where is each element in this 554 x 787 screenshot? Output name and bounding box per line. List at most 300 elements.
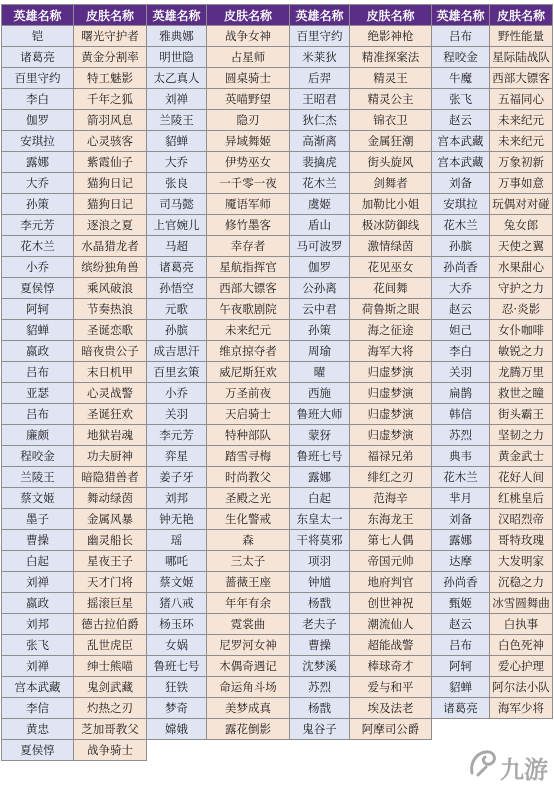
hero-name-cell: 李元芳 xyxy=(2,215,74,236)
skin-name-cell: 英喵野望 xyxy=(207,89,290,110)
skin-name-cell: 摇滚巨星 xyxy=(74,593,147,614)
skin-name-cell: 剑舞者 xyxy=(350,173,432,194)
skin-name-cell: 红桃皇后 xyxy=(490,488,553,509)
hero-skin-table xyxy=(1,4,553,761)
table-row xyxy=(2,698,553,719)
skin-name-cell: 猫狗日记 xyxy=(74,194,147,215)
skin-name-cell: 时尚教父 xyxy=(207,467,290,488)
skin-name-cell: 暗隐猎兽者 xyxy=(74,467,147,488)
table-row xyxy=(2,194,553,215)
hero-name-cell: 韩信 xyxy=(432,404,490,425)
hero-name-cell: 百里守约 xyxy=(2,68,74,89)
header-hero-name: 英雄名称 xyxy=(290,5,350,26)
hero-name-cell: 姜子牙 xyxy=(147,467,207,488)
skin-name-cell: 花间舞 xyxy=(350,278,432,299)
skin-name-cell: 花见巫女 xyxy=(350,257,432,278)
skin-name-cell: 功夫厨神 xyxy=(74,446,147,467)
table-row xyxy=(2,26,553,47)
skin-name-cell: 冰雪圆舞曲 xyxy=(490,593,553,614)
hero-name-cell: 赵云 xyxy=(432,110,490,131)
hero-name-cell: 刘禅 xyxy=(2,656,74,677)
skin-name-cell: 森 xyxy=(207,530,290,551)
jiuyou-logo-icon xyxy=(466,747,500,779)
hero-name-cell: 扁鹊 xyxy=(432,383,490,404)
skin-name-cell: 地狱岩魂 xyxy=(74,425,147,446)
hero-name-cell: 关羽 xyxy=(147,404,207,425)
skin-name-cell: 天才门将 xyxy=(74,572,147,593)
header-skin-name: 皮肤名称 xyxy=(207,5,290,26)
hero-name-cell: 廉颇 xyxy=(2,425,74,446)
skin-name-cell: 埃及法老 xyxy=(350,698,432,719)
table-row xyxy=(2,131,553,152)
skin-name-cell: 沉稳之力 xyxy=(490,572,553,593)
skin-name-cell: 海军大将 xyxy=(350,341,432,362)
hero-name-cell: 孙尚香 xyxy=(432,257,490,278)
hero-name-cell: 牛魔 xyxy=(432,68,490,89)
hero-name-cell: 大乔 xyxy=(147,152,207,173)
skin-name-cell: 心灵战警 xyxy=(74,383,147,404)
table-row xyxy=(2,467,553,488)
hero-name-cell: 马超 xyxy=(147,236,207,257)
hero-name-cell: 上官婉儿 xyxy=(147,215,207,236)
hero-name-cell: 大乔 xyxy=(432,278,490,299)
skin-name-cell: 白执事 xyxy=(490,614,553,635)
table-row xyxy=(2,341,553,362)
hero-name-cell: 曹操 xyxy=(2,530,74,551)
hero-name-cell: 元歌 xyxy=(147,299,207,320)
hero-name-cell: 沈梦溪 xyxy=(290,656,350,677)
hero-name-cell: 杨戬 xyxy=(290,698,350,719)
hero-name-cell: 吕布 xyxy=(2,362,74,383)
table-row xyxy=(2,173,553,194)
skin-name-cell: 星际陆战队 xyxy=(490,47,553,68)
hero-name-cell: 后羿 xyxy=(290,68,350,89)
skin-name-cell: 黄金分割率 xyxy=(74,47,147,68)
hero-name-cell: 干将莫邪 xyxy=(290,530,350,551)
jiuyou-watermark xyxy=(466,747,550,784)
skin-name-cell: 坚韧之力 xyxy=(490,425,553,446)
skin-name-cell: 灼热之刃 xyxy=(74,698,147,719)
skin-name-cell: 星航指挥官 xyxy=(207,257,290,278)
table-row xyxy=(2,614,553,635)
skin-name-cell: 海之征途 xyxy=(350,320,432,341)
table-row xyxy=(2,488,553,509)
hero-name-cell: 苏烈 xyxy=(290,677,350,698)
skin-name-cell: 德古拉伯爵 xyxy=(74,614,147,635)
hero-name-cell: 雅典娜 xyxy=(147,26,207,47)
hero-name-cell: 兰陵王 xyxy=(2,467,74,488)
skin-name-cell: 范海辛 xyxy=(350,488,432,509)
skin-name-cell: 魇语军师 xyxy=(207,194,290,215)
hero-name-cell: 芈月 xyxy=(432,488,490,509)
hero-name-cell: 项羽 xyxy=(290,551,350,572)
hero-name-cell: 诸葛亮 xyxy=(432,698,490,719)
skin-name-cell: 万事如意 xyxy=(490,173,553,194)
table-row xyxy=(2,446,553,467)
skin-name-cell: 节奏热浪 xyxy=(74,299,147,320)
empty-cell xyxy=(147,740,207,761)
skin-name-cell: 归虚梦演 xyxy=(350,404,432,425)
table-row xyxy=(2,383,553,404)
hero-name-cell: 貂蝉 xyxy=(147,131,207,152)
hero-name-cell: 大乔 xyxy=(2,173,74,194)
hero-name-cell: 米莱狄 xyxy=(290,47,350,68)
skin-name-cell: 乘风破浪 xyxy=(74,278,147,299)
hero-name-cell: 白起 xyxy=(2,551,74,572)
hero-name-cell: 钟馗 xyxy=(290,572,350,593)
hero-name-cell: 花木兰 xyxy=(2,236,74,257)
skin-name-cell: 乱世虎臣 xyxy=(74,635,147,656)
hero-name-cell: 阿轲 xyxy=(432,656,490,677)
hero-name-cell: 甄姬 xyxy=(432,593,490,614)
hero-name-cell: 刘禅 xyxy=(147,89,207,110)
skin-name-cell: 激情绿茵 xyxy=(350,236,432,257)
skin-name-cell: 五福同心 xyxy=(490,89,553,110)
hero-name-cell: 吕布 xyxy=(432,635,490,656)
skin-name-cell: 战争女神 xyxy=(207,26,290,47)
hero-name-cell: 蔡文姬 xyxy=(147,572,207,593)
table-row xyxy=(2,362,553,383)
hero-name-cell: 露娜 xyxy=(2,152,74,173)
skin-name-cell: 白色死神 xyxy=(490,635,553,656)
hero-name-cell: 梦奇 xyxy=(147,698,207,719)
skin-name-cell: 归虚梦演 xyxy=(350,425,432,446)
skin-name-cell: 花好人间 xyxy=(490,467,553,488)
table-row xyxy=(2,299,553,320)
skin-name-cell: 威尼斯狂欢 xyxy=(207,362,290,383)
hero-name-cell: 李元芳 xyxy=(147,425,207,446)
hero-name-cell: 花木兰 xyxy=(290,173,350,194)
skin-name-cell: 荷鲁斯之眼 xyxy=(350,299,432,320)
hero-name-cell: 李白 xyxy=(2,89,74,110)
skin-name-cell: 绯红之刃 xyxy=(350,467,432,488)
hero-name-cell: 瑶 xyxy=(147,530,207,551)
table-row xyxy=(2,320,553,341)
skin-name-cell: 鬼剑武藏 xyxy=(74,677,147,698)
skin-name-cell: 汉昭烈帝 xyxy=(490,509,553,530)
skin-name-cell: 兔女郎 xyxy=(490,215,553,236)
skin-name-cell: 异域舞姬 xyxy=(207,131,290,152)
skin-name-cell: 未来纪元 xyxy=(490,131,553,152)
table-row xyxy=(2,656,553,677)
hero-name-cell: 明世隐 xyxy=(147,47,207,68)
hero-name-cell: 杨玉环 xyxy=(147,614,207,635)
hero-name-cell: 李信 xyxy=(2,698,74,719)
skin-name-cell: 星夜王子 xyxy=(74,551,147,572)
skin-name-cell: 龙腾万里 xyxy=(490,362,553,383)
hero-name-cell: 露娜 xyxy=(290,467,350,488)
table-row xyxy=(2,530,553,551)
skin-name-cell: 东海龙王 xyxy=(350,509,432,530)
hero-name-cell: 达摩 xyxy=(432,551,490,572)
hero-name-cell: 铠 xyxy=(2,26,74,47)
hero-name-cell: 赵云 xyxy=(432,299,490,320)
skin-name-cell: 年年有余 xyxy=(207,593,290,614)
table-row xyxy=(2,509,553,530)
hero-name-cell: 吕布 xyxy=(432,26,490,47)
skin-name-cell: 缤纷独角兽 xyxy=(74,257,147,278)
skin-name-cell: 加勒比小姐 xyxy=(350,194,432,215)
hero-name-cell: 小乔 xyxy=(147,383,207,404)
hero-name-cell: 嬴政 xyxy=(2,341,74,362)
skin-name-cell: 芝加哥教父 xyxy=(74,719,147,740)
hero-name-cell: 李白 xyxy=(432,341,490,362)
table-header-row xyxy=(2,5,553,26)
hero-name-cell: 刘备 xyxy=(432,173,490,194)
hero-name-cell: 刘邦 xyxy=(147,488,207,509)
hero-name-cell: 赵云 xyxy=(432,614,490,635)
empty-cell xyxy=(490,719,553,740)
hero-name-cell: 吕布 xyxy=(2,404,74,425)
table-row xyxy=(2,719,553,740)
header-hero-name: 英雄名称 xyxy=(2,5,74,26)
skin-name-cell: 幸存者 xyxy=(207,236,290,257)
hero-name-cell: 东皇太一 xyxy=(290,509,350,530)
skin-name-cell: 幽灵船长 xyxy=(74,530,147,551)
skin-name-cell: 阿尔法小队 xyxy=(490,677,553,698)
table-row xyxy=(2,677,553,698)
hero-name-cell: 曜 xyxy=(290,362,350,383)
watermark-text: 九游 xyxy=(500,756,548,784)
hero-name-cell: 裴擒虎 xyxy=(290,152,350,173)
hero-name-cell: 虞姬 xyxy=(290,194,350,215)
skin-name-cell: 特种部队 xyxy=(207,425,290,446)
hero-name-cell: 小乔 xyxy=(2,257,74,278)
skin-name-cell: 第七人偶 xyxy=(350,530,432,551)
skin-name-cell: 爱心护理 xyxy=(490,656,553,677)
hero-name-cell: 云中君 xyxy=(290,299,350,320)
skin-name-cell: 归虚梦演 xyxy=(350,383,432,404)
hero-name-cell: 蒙犽 xyxy=(290,425,350,446)
table-row xyxy=(2,278,553,299)
skin-name-cell: 帝国元帅 xyxy=(350,551,432,572)
skin-name-cell: 归虚梦演 xyxy=(350,362,432,383)
hero-name-cell: 杨戬 xyxy=(290,593,350,614)
skin-name-cell: 战争骑士 xyxy=(74,740,147,761)
skin-name-cell: 敏锐之力 xyxy=(490,341,553,362)
skin-name-cell: 紫霞仙子 xyxy=(74,152,147,173)
hero-name-cell: 钟无艳 xyxy=(147,509,207,530)
skin-name-cell: 未来纪元 xyxy=(490,110,553,131)
hero-name-cell: 嬴政 xyxy=(2,593,74,614)
hero-name-cell: 司马懿 xyxy=(147,194,207,215)
skin-name-cell: 精准探案法 xyxy=(350,47,432,68)
hero-name-cell: 王昭君 xyxy=(290,89,350,110)
hero-name-cell: 哪吒 xyxy=(147,551,207,572)
hero-name-cell: 孙悟空 xyxy=(147,278,207,299)
skin-name-cell: 生化警戒 xyxy=(207,509,290,530)
hero-name-cell: 公孙离 xyxy=(290,278,350,299)
skin-name-cell: 金属狂潮 xyxy=(350,131,432,152)
hero-name-cell: 猪八戒 xyxy=(147,593,207,614)
hero-name-cell: 苏烈 xyxy=(432,425,490,446)
hero-name-cell: 典韦 xyxy=(432,446,490,467)
header-skin-name: 皮肤名称 xyxy=(350,5,432,26)
hero-name-cell: 诸葛亮 xyxy=(2,47,74,68)
hero-name-cell: 老夫子 xyxy=(290,614,350,635)
table-row xyxy=(2,635,553,656)
table-row xyxy=(2,551,553,572)
hero-name-cell: 貂蝉 xyxy=(2,320,74,341)
skin-name-cell: 未来纪元 xyxy=(207,320,290,341)
hero-name-cell: 高渐离 xyxy=(290,131,350,152)
table-row xyxy=(2,404,553,425)
skin-name-cell: 美梦成真 xyxy=(207,698,290,719)
hero-name-cell: 刘邦 xyxy=(2,614,74,635)
hero-name-cell: 安琪拉 xyxy=(2,131,74,152)
hero-name-cell: 刘禅 xyxy=(2,572,74,593)
hero-name-cell: 张良 xyxy=(147,173,207,194)
skin-name-cell: 命运角斗场 xyxy=(207,677,290,698)
hero-name-cell: 张飞 xyxy=(432,89,490,110)
hero-name-cell: 阿轲 xyxy=(2,299,74,320)
skin-name-cell: 绝影神枪 xyxy=(350,26,432,47)
skin-name-cell: 极冰防御线 xyxy=(350,215,432,236)
skin-name-cell: 天使之翼 xyxy=(490,236,553,257)
hero-name-cell: 伽罗 xyxy=(2,110,74,131)
skin-name-cell: 忍·炎影 xyxy=(490,299,553,320)
hero-name-cell: 刘备 xyxy=(432,509,490,530)
skin-name-cell: 潮流仙人 xyxy=(350,614,432,635)
header-hero-name: 英雄名称 xyxy=(147,5,207,26)
skin-name-cell: 绅士熊喵 xyxy=(74,656,147,677)
hero-name-cell: 黄忠 xyxy=(2,719,74,740)
empty-cell xyxy=(207,740,290,761)
skin-name-cell: 曙光守护者 xyxy=(74,26,147,47)
hero-name-cell: 白起 xyxy=(290,488,350,509)
empty-cell xyxy=(290,740,350,761)
skin-name-cell: 大发明家 xyxy=(490,551,553,572)
table-row xyxy=(2,593,553,614)
hero-name-cell: 关羽 xyxy=(432,362,490,383)
hero-name-cell: 女娲 xyxy=(147,635,207,656)
skin-name-cell: 地府判官 xyxy=(350,572,432,593)
hero-name-cell: 夏侯惇 xyxy=(2,740,74,761)
skin-name-cell: 西部大镖客 xyxy=(207,278,290,299)
hero-name-cell: 兰陵王 xyxy=(147,110,207,131)
skin-name-cell: 午夜歌剧院 xyxy=(207,299,290,320)
hero-name-cell: 张飞 xyxy=(2,635,74,656)
skin-name-cell: 修竹墨客 xyxy=(207,215,290,236)
skin-name-cell: 逐浪之夏 xyxy=(74,215,147,236)
hero-name-cell: 鲁班七号 xyxy=(147,656,207,677)
hero-name-cell: 花木兰 xyxy=(432,215,490,236)
hero-name-cell: 程咬金 xyxy=(432,47,490,68)
skin-name-cell: 救世之瞳 xyxy=(490,383,553,404)
hero-name-cell: 程咬金 xyxy=(2,446,74,467)
hero-name-cell: 西施 xyxy=(290,383,350,404)
hero-name-cell: 诸葛亮 xyxy=(147,257,207,278)
skin-name-cell: 一千零一夜 xyxy=(207,173,290,194)
table-row xyxy=(2,89,553,110)
hero-name-cell: 貂蝉 xyxy=(432,677,490,698)
skin-name-cell: 棒球奇才 xyxy=(350,656,432,677)
empty-cell xyxy=(350,740,432,761)
hero-name-cell: 马可波罗 xyxy=(290,236,350,257)
skin-name-cell: 守护之力 xyxy=(490,278,553,299)
skin-name-cell: 末日机甲 xyxy=(74,362,147,383)
hero-name-cell: 花木兰 xyxy=(432,467,490,488)
hero-name-cell: 孙策 xyxy=(290,320,350,341)
skin-name-cell: 锦衣卫 xyxy=(350,110,432,131)
skin-name-cell: 露花倒影 xyxy=(207,719,290,740)
table-row xyxy=(2,68,553,89)
skin-name-cell: 玩偶对对碰 xyxy=(490,194,553,215)
header-skin-name: 皮肤名称 xyxy=(74,5,147,26)
skin-name-cell: 圣殿之光 xyxy=(207,488,290,509)
hero-name-cell: 孙策 xyxy=(2,194,74,215)
skin-name-cell: 心灵骇客 xyxy=(74,131,147,152)
hero-name-cell: 狄仁杰 xyxy=(290,110,350,131)
skin-name-cell: 万象初新 xyxy=(490,152,553,173)
hero-name-cell: 周瑜 xyxy=(290,341,350,362)
hero-name-cell: 伽罗 xyxy=(290,257,350,278)
skin-name-cell: 维京掠夺者 xyxy=(207,341,290,362)
skin-name-cell: 霓裳曲 xyxy=(207,614,290,635)
hero-name-cell: 狂铁 xyxy=(147,677,207,698)
header-skin-name: 皮肤名称 xyxy=(490,5,553,26)
skin-name-cell: 伊势巫女 xyxy=(207,152,290,173)
skin-name-cell: 箭羽风息 xyxy=(74,110,147,131)
skin-name-cell: 圆桌骑士 xyxy=(207,68,290,89)
hero-name-cell: 孙膑 xyxy=(147,320,207,341)
skin-name-cell: 尼罗河女神 xyxy=(207,635,290,656)
table-row xyxy=(2,425,553,446)
skin-name-cell: 街头旋风 xyxy=(350,152,432,173)
skin-name-cell: 蔷薇王座 xyxy=(207,572,290,593)
table-row xyxy=(2,572,553,593)
skin-name-cell: 海军少将 xyxy=(490,698,553,719)
hero-name-cell: 百里守约 xyxy=(290,26,350,47)
table-row xyxy=(2,152,553,173)
hero-name-cell: 成吉思汗 xyxy=(147,341,207,362)
skin-name-cell: 黄金武士 xyxy=(490,446,553,467)
hero-name-cell: 曹操 xyxy=(290,635,350,656)
skin-name-cell: 万圣前夜 xyxy=(207,383,290,404)
hero-name-cell: 墨子 xyxy=(2,509,74,530)
skin-name-cell: 西部大镖客 xyxy=(490,68,553,89)
header-hero-name: 英雄名称 xyxy=(432,5,490,26)
hero-name-cell: 亚瑟 xyxy=(2,383,74,404)
hero-name-cell: 妲己 xyxy=(432,320,490,341)
skin-name-cell: 超能战警 xyxy=(350,635,432,656)
skin-name-cell: 精灵公主 xyxy=(350,89,432,110)
skin-name-cell: 水果甜心 xyxy=(490,257,553,278)
empty-cell xyxy=(432,719,490,740)
skin-name-cell: 野性能量 xyxy=(490,26,553,47)
hero-name-cell: 太乙真人 xyxy=(147,68,207,89)
skin-name-cell: 占星师 xyxy=(207,47,290,68)
table-row xyxy=(2,47,553,68)
hero-name-cell: 蔡文姬 xyxy=(2,488,74,509)
skin-name-cell: 女仆咖啡 xyxy=(490,320,553,341)
skin-name-cell: 三太子 xyxy=(207,551,290,572)
hero-name-cell: 百里玄策 xyxy=(147,362,207,383)
skin-name-cell: 福禄兄弟 xyxy=(350,446,432,467)
skin-name-cell: 水晶猎龙者 xyxy=(74,236,147,257)
skin-name-cell: 阿摩司公爵 xyxy=(350,719,432,740)
skin-name-cell: 金属风暴 xyxy=(74,509,147,530)
skin-name-cell: 千年之狐 xyxy=(74,89,147,110)
skin-name-cell: 街头霸王 xyxy=(490,404,553,425)
skin-name-cell: 爱与和平 xyxy=(350,677,432,698)
table-row xyxy=(2,110,553,131)
hero-name-cell: 嫦娥 xyxy=(147,719,207,740)
skin-name-cell: 暗夜贵公子 xyxy=(74,341,147,362)
hero-name-cell: 孙尚香 xyxy=(432,572,490,593)
hero-name-cell: 宫本武藏 xyxy=(432,131,490,152)
skin-name-cell: 哥特玫瑰 xyxy=(490,530,553,551)
